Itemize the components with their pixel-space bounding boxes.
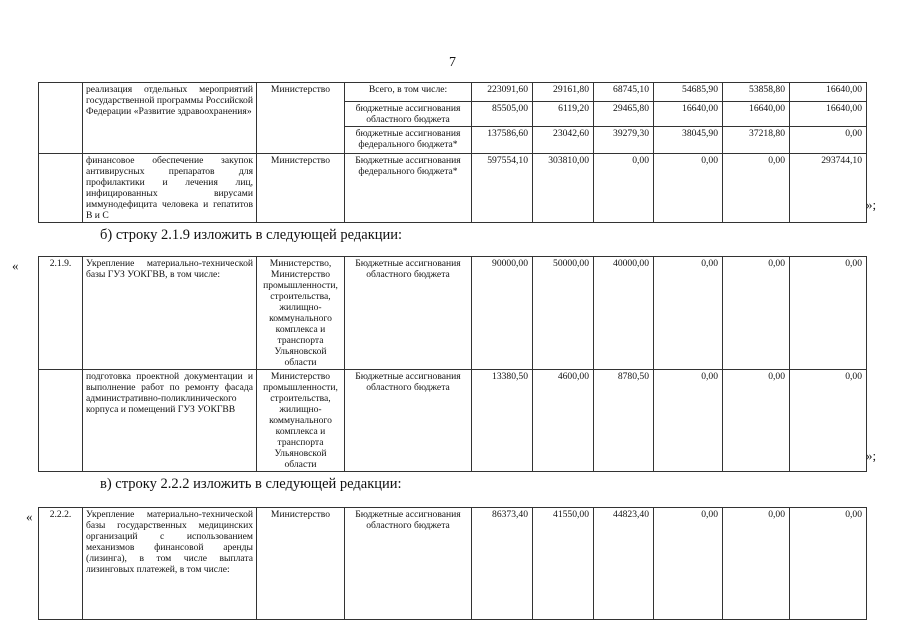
cell-value: 16640,00 (723, 102, 790, 127)
cell-executor: Министерство (257, 508, 345, 620)
cell-value: 37218,80 (723, 127, 790, 154)
cell-source: Бюджетные ассигнования областного бюджета (345, 508, 472, 620)
cell-value: 86373,40 (472, 508, 533, 620)
cell-value: 13380,50 (472, 370, 533, 472)
cell-value: 0,00 (654, 508, 723, 620)
cell-executor: Министерство, Министерство промышленности, строительства, жилищно-коммунального комплекса и транспорта Ульяновской области (257, 257, 345, 370)
cell-value: 0,00 (654, 154, 723, 223)
table-row (39, 370, 867, 472)
cell-value: 39279,30 (594, 127, 654, 154)
opening-quote: « (26, 509, 33, 524)
cell-value: 90000,00 (472, 257, 533, 370)
cell-value: 0,00 (790, 508, 867, 620)
cell-value: 0,00 (654, 257, 723, 370)
cell-name: Укрепление материально-технической базы ГУЗ УОКГВВ, в том числе: (83, 257, 257, 370)
cell-source: Бюджетные ассигнования федерального бюджета* (345, 154, 472, 223)
cell-value: 68745,10 (594, 83, 654, 102)
closing-quote: »; (866, 448, 877, 463)
cell-name: Укрепление материально-технической базы государственных медицинских организаций с использованием механизмов финансовой аренды (лизинга), в том числе выплата лизинговых платежей, в том числе: (83, 508, 257, 620)
cell-source: Бюджетные ассигнования областного бюджета (345, 370, 472, 472)
table-row-2-1-9 (38, 256, 867, 472)
table-row (39, 257, 867, 370)
cell-value: 16640,00 (790, 102, 867, 127)
cell-value: 16640,00 (654, 102, 723, 127)
closing-quote: »; (866, 197, 877, 212)
cell-value: 0,00 (654, 370, 723, 472)
cell-value: 0,00 (723, 154, 790, 223)
cell-value: 41550,00 (533, 508, 594, 620)
page-number: 7 (449, 55, 456, 70)
cell-value: 53858,80 (723, 83, 790, 102)
cell-value: 303810,00 (533, 154, 594, 223)
cell-number: 2.2.2. (39, 508, 83, 620)
cell-number: 2.1.9. (39, 257, 83, 370)
table-row (39, 508, 867, 620)
cell-value: 54685,90 (654, 83, 723, 102)
cell-value: 44823,40 (594, 508, 654, 620)
cell-value: 597554,10 (472, 154, 533, 223)
cell-source: бюджетные ассигнования федерального бюджета* (345, 127, 472, 154)
section-heading: б) строку 2.1.9 изложить в следующей редакции: (100, 227, 403, 243)
cell-value: 0,00 (790, 370, 867, 472)
cell-value: 8780,50 (594, 370, 654, 472)
cell-value: 0,00 (723, 508, 790, 620)
cell-value: 40000,00 (594, 257, 654, 370)
cell-value: 293744,10 (790, 154, 867, 223)
cell-executor: Министерство (257, 83, 345, 154)
opening-quote: « (12, 258, 19, 273)
cell-value: 29161,80 (533, 83, 594, 102)
cell-value: 29465,80 (594, 102, 654, 127)
cell-value: 223091,60 (472, 83, 533, 102)
table-row (39, 83, 867, 102)
cell-executor: Министерство (257, 154, 345, 223)
cell-value: 0,00 (594, 154, 654, 223)
cell-value: 50000,00 (533, 257, 594, 370)
table-row-2-2-2 (38, 507, 867, 620)
cell-name: финансовое обеспечение закупок антивирусных препаратов для профилактики и лечения лиц, инфицированных вирусами иммунодефицита человека и гепатитов В и С (83, 154, 257, 223)
cell-value: 85505,00 (472, 102, 533, 127)
cell-value: 4600,00 (533, 370, 594, 472)
cell-value: 6119,20 (533, 102, 594, 127)
cell-name: подготовка проектной документации и выполнение работ по ремонту фасада административно-поликлинического корпуса и помещений ГУЗ УОКГВВ (83, 370, 257, 472)
section-heading: в) строку 2.2.2 изложить в следующей редакции: (100, 476, 402, 492)
cell-executor: Министерство промышленности, строительства, жилищно-коммунального комплекса и транспорта Ульяновской области (257, 370, 345, 472)
cell-value: 0,00 (790, 127, 867, 154)
cell-source: бюджетные ассигнования областного бюджета (345, 102, 472, 127)
cell-value: 137586,60 (472, 127, 533, 154)
cell-name: реализация отдельных мероприятий государственной программы Российской Федерации «Развитие здравоохранения» (83, 83, 257, 154)
cell-source: Бюджетные ассигнования областного бюджета (345, 257, 472, 370)
cell-value: 0,00 (723, 370, 790, 472)
cell-source: Всего, в том числе: (345, 83, 472, 102)
cell-value: 0,00 (723, 257, 790, 370)
cell-value: 38045,90 (654, 127, 723, 154)
cell-value: 0,00 (790, 257, 867, 370)
table-row (39, 154, 867, 223)
cell-value: 23042,60 (533, 127, 594, 154)
cell-value: 16640,00 (790, 83, 867, 102)
table-continuation (38, 82, 867, 223)
